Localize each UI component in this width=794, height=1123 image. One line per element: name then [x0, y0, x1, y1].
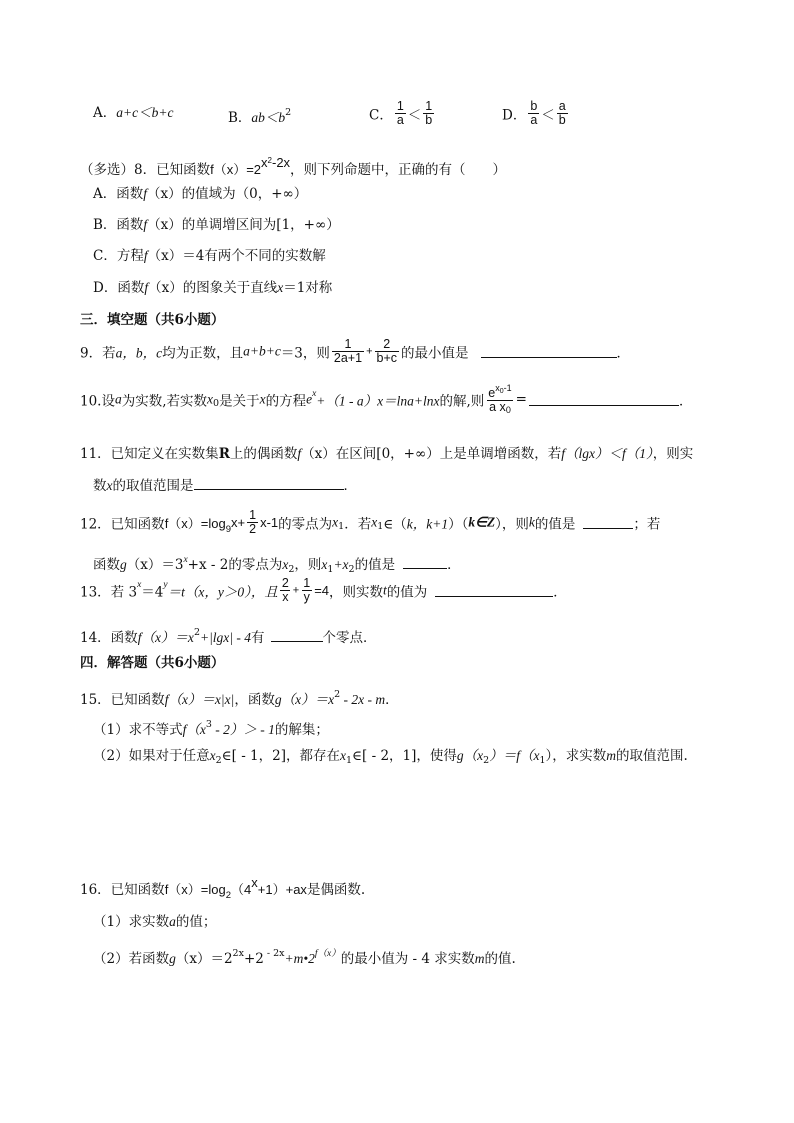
q8-option-b [93, 216, 340, 234]
numerator: 1 [344, 337, 352, 351]
option-rest: （x）的图象关于直线 [148, 280, 278, 296]
numerator [486, 382, 513, 400]
function-rest: +1）+ax [257, 882, 307, 897]
q14 [80, 624, 377, 647]
question-text: 的方程 [265, 393, 307, 410]
function-expr: f（x）=log [164, 882, 226, 897]
question-text: ，则实 [652, 446, 694, 462]
question-text: 的值是 [354, 557, 396, 573]
question-text: 12．已知函数 [80, 516, 165, 533]
func-f: f [143, 186, 148, 201]
inequality: f（x [182, 722, 206, 737]
question-text: 14．函数 [80, 630, 138, 646]
denominator: 2 [249, 522, 257, 536]
exp-x: x [495, 383, 500, 393]
question-text: ；若 [633, 516, 661, 533]
numerator: a [558, 99, 566, 113]
question-text: +m•2 [284, 951, 315, 966]
question-text: 是关于 [219, 393, 260, 410]
question-text: 16．已知函数 [80, 882, 165, 898]
exponent: - 2x [263, 948, 285, 959]
denominator: 2a+1 [333, 351, 363, 365]
option-label: B． [228, 110, 252, 126]
function-g: g（x）＝x [274, 692, 335, 707]
question-text: +x - 2的零点为 [187, 557, 283, 573]
answer-blank[interactable] [529, 393, 679, 406]
option-expr: ab＜b [251, 110, 286, 125]
period: ． [385, 692, 399, 708]
var-a: a [169, 914, 176, 929]
q16-stem [80, 874, 365, 905]
q12-line2 [93, 551, 461, 579]
q15-part1 [93, 716, 329, 739]
inequality-rest: - 2）＞ - 1 [211, 722, 275, 737]
question-text: 11．已知定义在实数集 [80, 446, 219, 462]
subscript: 1 [338, 521, 345, 532]
fraction [332, 338, 364, 365]
question-text: 13．若 3 [80, 584, 138, 601]
exp-sub: 0 [499, 388, 504, 395]
plus: + [366, 345, 373, 358]
answer-blank[interactable] [403, 556, 447, 569]
var-m: m [606, 748, 616, 763]
exponent: x [137, 580, 142, 590]
option-text: B．函数 [93, 217, 144, 233]
option-rest: （x）＝4有两个不同的实数解 [147, 248, 326, 264]
equation: e [306, 391, 313, 407]
question-text: （2）如果对于任意 [93, 748, 210, 764]
fraction [395, 100, 406, 127]
question-text: （2）若函数 [93, 951, 170, 967]
q10 [80, 382, 692, 417]
inequality: f（lgx）＜f（1） [561, 446, 653, 461]
function-mid: （4 [231, 882, 252, 897]
var-a: a [114, 391, 122, 407]
question-text: ），求实数 [545, 748, 607, 764]
question-text: ∈（ [383, 516, 407, 533]
q7-option-c [369, 100, 436, 127]
question-text: （x）＝3 [126, 557, 184, 573]
plus-x2: +x [333, 557, 349, 572]
var-x: x [277, 280, 284, 295]
exponent: x [183, 555, 188, 565]
exponent: 3 [205, 719, 212, 730]
plus: + [292, 584, 300, 597]
numerator: b [530, 99, 538, 113]
period: ． [447, 557, 461, 573]
answer-blank[interactable] [271, 629, 323, 642]
num-exponent [495, 383, 511, 393]
question-text: ＝3，则 [280, 345, 330, 362]
question-text: ∈[ - 1，2]，都存在 [221, 748, 340, 764]
option-rest: （x）的值域为（0，+∞） [147, 186, 308, 202]
q7-option-b [228, 104, 291, 127]
option-text: A．函数 [93, 186, 144, 202]
period: ． [343, 478, 357, 494]
question-suffix: 的最小值是 [401, 345, 469, 362]
option-end: ＝1对称 [283, 280, 333, 296]
func-f: f [144, 280, 149, 295]
interval: k，k+1 [406, 516, 449, 532]
q16-part1 [93, 913, 216, 931]
fraction [423, 100, 434, 127]
question-text: ）（ [448, 516, 469, 533]
var-x0: x [207, 391, 214, 407]
denominator: b [558, 113, 566, 127]
q8-option-d [93, 279, 332, 297]
den-sub: 0 [505, 405, 511, 415]
question-text: 的值为 [386, 584, 428, 601]
subscript: 2 [288, 564, 295, 575]
var-x: x [106, 478, 113, 493]
fraction [280, 577, 291, 604]
q11-line2 [93, 477, 357, 495]
fraction [557, 100, 568, 127]
var-k: k [528, 514, 535, 530]
question-text: （多选）8．已知函数 [80, 162, 211, 178]
option-rest: （x）的单调增区间为[1，+∞） [147, 217, 340, 233]
question-text: 10.设 [80, 393, 115, 410]
question-text: ∈[ - 2，1]，使得 [352, 748, 457, 764]
fraction [486, 382, 513, 417]
function-f: f（x）＝x|x| [164, 692, 235, 707]
fraction [528, 100, 539, 127]
func-f: f [143, 248, 148, 263]
question-text: 的最小值为 - 4 求实数 [340, 951, 475, 967]
denominator [487, 400, 513, 417]
question-text: ＝t（x，y＞0），且 [167, 584, 278, 600]
denominator: x [282, 590, 289, 604]
subscript: 0 [213, 398, 220, 409]
function-expr: f（x）=2 [210, 162, 262, 177]
denominator: a [530, 113, 538, 127]
denominator: b+c [376, 351, 398, 365]
func-f: f [143, 217, 148, 232]
option-label: C． [369, 107, 393, 124]
num-e: e [488, 386, 496, 400]
var-x1: x [371, 514, 378, 530]
question-text: 的解,则 [439, 393, 485, 410]
equals: = [515, 391, 527, 408]
exponent: 2 [285, 107, 292, 118]
log-base: 2 [225, 890, 232, 901]
q11-line1 [80, 445, 693, 463]
subscript: 1 [539, 755, 546, 766]
section-heading-solutions: 四．解答题（共6小题） [80, 655, 225, 671]
function-rest: - 2x - m [340, 692, 386, 707]
question-suffix: 是偶函数. [306, 882, 366, 898]
var-x1: x [321, 557, 328, 572]
func-f: f [297, 446, 302, 461]
question-text: 的值是 [534, 516, 576, 533]
subscript: 2 [348, 564, 355, 575]
exponent: 2 [193, 627, 200, 638]
question-text: （1）求不等式 [93, 722, 183, 738]
q13 [80, 577, 567, 604]
answer-blank[interactable] [481, 345, 617, 358]
equation-rest: +（1 - a）x＝lna+lnx [316, 393, 440, 409]
exponent: 2x [232, 948, 244, 959]
numerator: 2 [281, 576, 289, 590]
question-text: 的取值范围是 [112, 478, 194, 494]
period: ． [553, 584, 567, 601]
option-text: D．函数 [93, 280, 145, 296]
question-text: 上的偶函数 [229, 446, 298, 462]
sum-expr: a+b+c [243, 343, 281, 359]
numerator: 1 [396, 99, 404, 113]
numerator: 1 [303, 576, 311, 590]
exponent [261, 155, 290, 170]
log-base: 9 [225, 524, 232, 535]
option-text: C．方程 [93, 248, 144, 264]
question-text: 均为正数，且 [162, 345, 244, 362]
var-x: x [259, 391, 266, 407]
option-expr: a+c＜b+c [116, 105, 174, 120]
function-expr: f（x）＝x [137, 630, 194, 645]
q7-option-a [93, 104, 173, 122]
exponent: x [251, 875, 258, 890]
q8-stem [80, 152, 506, 179]
var-t: t [383, 582, 387, 598]
question-text: （1）求实数 [93, 914, 170, 930]
q16-part2 [93, 945, 516, 968]
question-text: 9．若 [80, 345, 116, 362]
fraction [375, 338, 400, 365]
question-text: ，则 [294, 557, 322, 573]
answer-blank[interactable] [435, 584, 553, 597]
fraction [301, 577, 312, 604]
var-x2: x [282, 557, 289, 572]
question-text: （x）＝2 [175, 951, 233, 967]
question-text: ，则实数 [329, 584, 384, 601]
func-g: g [169, 951, 176, 966]
var-x1: x [340, 748, 346, 763]
numerator: 1 [425, 99, 433, 113]
q8-option-c [93, 247, 326, 265]
equals-4: =4 [314, 583, 330, 598]
option-label: A． [93, 105, 117, 121]
question-text: 函数 [93, 557, 120, 573]
question-text: 个零点． [322, 630, 377, 646]
f-x1: ）＝f（x [489, 748, 540, 763]
exp-x: x [261, 155, 268, 170]
subscript: 1 [346, 755, 353, 766]
section-heading-fill-in: 三．填空题（共6小题） [80, 312, 225, 328]
question-text: ，函数 [234, 692, 275, 708]
exp-sup: 2 [267, 156, 272, 165]
set-R: R [218, 446, 230, 462]
less-than: ＜ [541, 107, 555, 124]
denominator: b [425, 113, 433, 127]
question-text: 15．已知函数 [80, 692, 165, 708]
question-text: ．若 [344, 516, 372, 533]
den-text: a x [489, 400, 506, 414]
exponent: 2 [334, 689, 341, 700]
period: ． [616, 345, 631, 362]
denominator: y [303, 590, 310, 604]
less-than: ＜ [407, 107, 422, 124]
vars: a，b，c [115, 345, 163, 361]
question-text: 有 [251, 630, 265, 646]
question-text: 的值. [484, 951, 516, 967]
var-x1: x [332, 514, 339, 530]
question-text: 的零点为 [278, 516, 333, 533]
period: ． [678, 393, 693, 410]
exp-rest: -1 [503, 383, 512, 393]
function-rest: x-1 [260, 515, 279, 530]
question-text: ），则 [495, 516, 529, 533]
function-mid: x+ [231, 515, 246, 530]
subscript: 1 [327, 564, 334, 575]
question-text: ＝4 [141, 584, 164, 601]
q15-part2 [93, 747, 688, 770]
numerator: 1 [249, 508, 257, 522]
question-text: 的取值范围. [616, 748, 688, 764]
subscript: 2 [483, 755, 490, 766]
subscript: 2 [215, 755, 222, 766]
q9 [80, 338, 630, 365]
question-text: 的解集； [274, 722, 329, 738]
exponent: f（x） [314, 949, 341, 959]
exponent: x [312, 389, 317, 399]
question-text: 为实数,若实数 [121, 393, 208, 410]
answer-blank[interactable] [583, 516, 633, 529]
subscript: 1 [377, 521, 384, 532]
q15-stem [80, 686, 399, 709]
option-label: D． [502, 107, 527, 124]
q7-option-d [502, 100, 570, 127]
var-x2: x [209, 748, 216, 763]
function-rest: +|lgx| - 4 [199, 630, 252, 645]
func-g: g [120, 557, 127, 572]
q8-option-a [93, 185, 307, 203]
function-expr: f（x）=log [164, 516, 226, 531]
numerator: 2 [383, 337, 391, 351]
question-text: 数 [93, 478, 107, 494]
q12-line1 [80, 509, 660, 536]
k-in-Z: k∈Z [468, 514, 496, 530]
question-suffix: ，则下列命题中，正确的有（ ） [290, 162, 507, 178]
fraction [247, 509, 258, 536]
answer-blank[interactable] [194, 477, 344, 490]
question-text: （x）在区间[0，+∞）上是单调增函数，若 [301, 446, 562, 462]
question-text: 的值； [175, 914, 217, 930]
exponent: y [163, 580, 168, 590]
var-m: m [474, 951, 485, 966]
exp-rest: -2x [271, 155, 291, 170]
denominator: a [396, 113, 404, 127]
question-text: +2 [243, 951, 264, 967]
g-x2: g（x [456, 748, 484, 763]
